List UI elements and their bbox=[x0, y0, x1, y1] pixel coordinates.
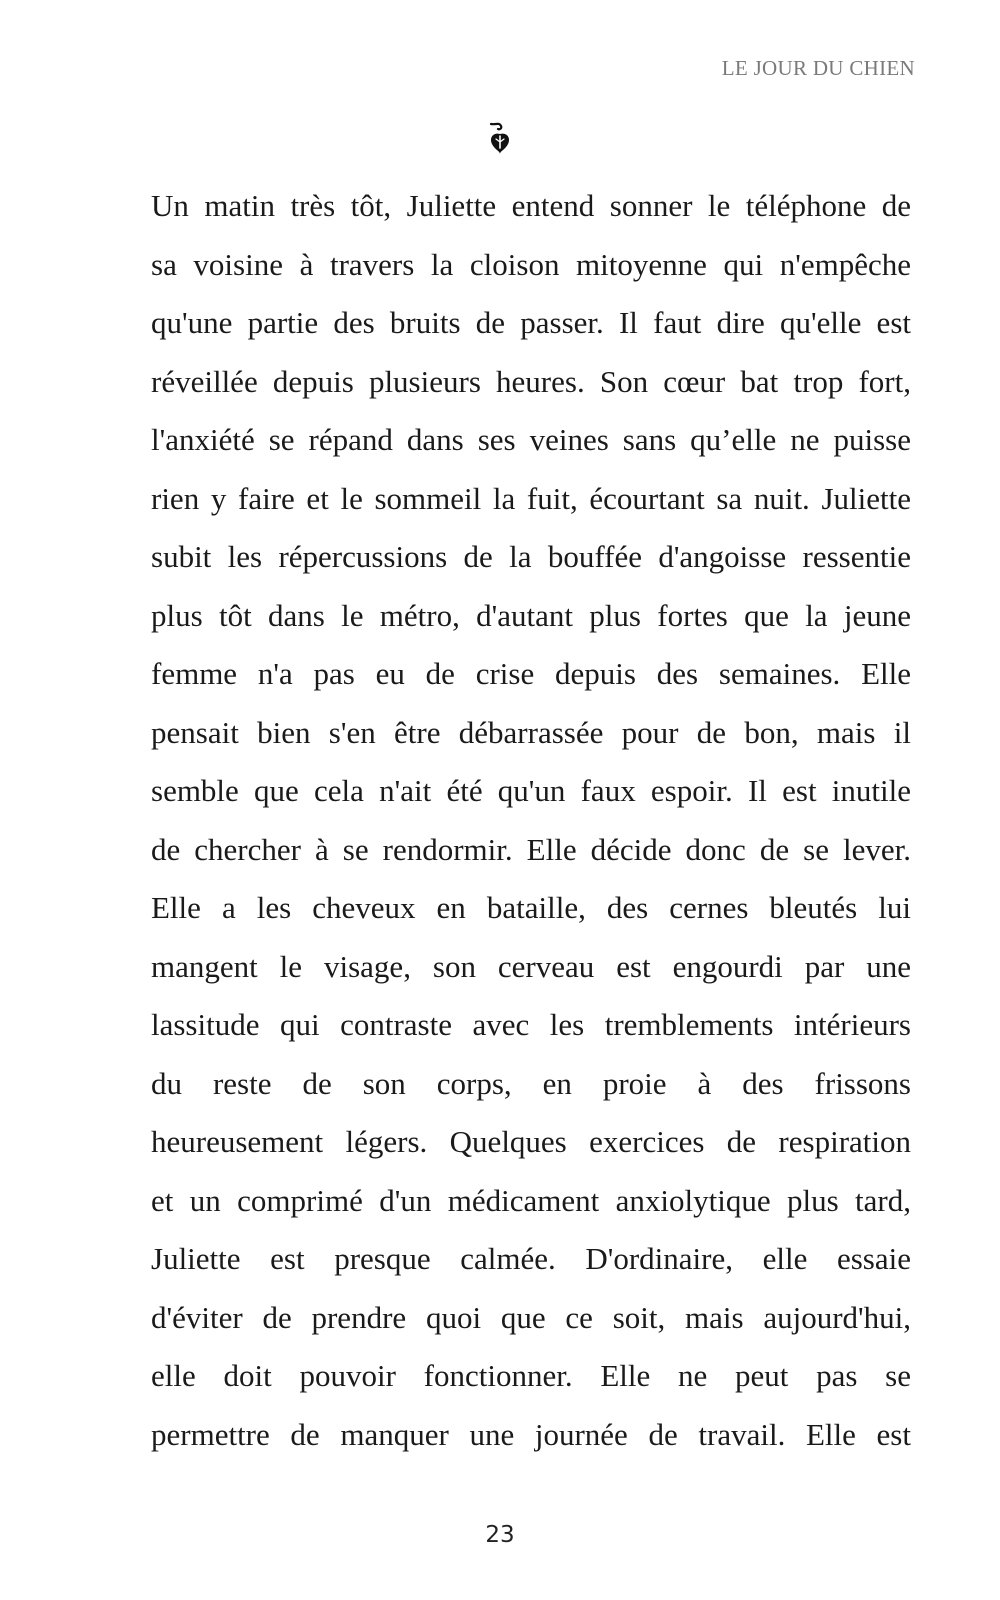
text-line: elle doit pouvoir fonctionner. Elle ne peut pas se bbox=[151, 1358, 911, 1393]
text-line: réveillée depuis plusieurs heures. Son cœur bat trop fort, bbox=[151, 363, 911, 399]
text-line: Elle a les cheveux en bataille, des cernes bleutés lui bbox=[151, 890, 911, 925]
text-line: rien y faire et le sommeil la fuit, écourtant sa nuit. Juliette bbox=[151, 480, 911, 516]
text-line: Un matin très tôt, Juliette entend sonner le téléphone de bbox=[151, 188, 911, 223]
text-line: et un comprimé d'un médicament anxiolytique plus tard, bbox=[151, 1182, 911, 1218]
text-line: l'anxiété se répand dans ses veines sans qu’elle ne puisse bbox=[151, 422, 911, 457]
text-line: femme n'a pas eu de crise depuis des semaines. Elle bbox=[151, 656, 911, 691]
running-header-title: LE JOUR DU CHIEN bbox=[721, 56, 915, 80]
text-line: plus tôt dans le métro, d'autant plus fortes que la jeune bbox=[151, 597, 911, 633]
hedera-fleuron-icon bbox=[487, 120, 513, 156]
text-line: Juliette est presque calmée. D'ordinaire, elle essaie bbox=[151, 1241, 911, 1276]
text-line: pensait bien s'en être débarrassée pour de bon, mais il bbox=[151, 714, 911, 750]
text-line: heureusement légers. Quelques exercices de respiration bbox=[151, 1124, 911, 1159]
text-line: subit les répercussions de la bouffée d'angoisse ressentie bbox=[151, 539, 911, 574]
text-line: sa voisine à travers la cloison mitoyenne qui n'empêche bbox=[151, 246, 911, 282]
text-line: de chercher à se rendormir. Elle décide donc de se lever. bbox=[151, 831, 911, 867]
ornament bbox=[0, 120, 1000, 161]
text-line: permettre de manquer une journée de travail. Elle est bbox=[151, 1416, 911, 1452]
page-number: 23 bbox=[485, 1522, 515, 1548]
text-line: qu'une partie des bruits de passer. Il faut dire qu'elle est bbox=[151, 305, 911, 340]
text-line: mangent le visage, son cerveau est engourdi par une bbox=[151, 948, 911, 984]
body-paragraph bbox=[151, 177, 911, 1464]
text-line: lassitude qui contraste avec les tremblements intérieurs bbox=[151, 1007, 911, 1042]
text-line: d'éviter de prendre quoi que ce soit, mais aujourd'hui, bbox=[151, 1299, 911, 1335]
text-line: semble que cela n'ait été qu'un faux espoir. Il est inutile bbox=[151, 773, 911, 808]
text-line: du reste de son corps, en proie à des frissons bbox=[151, 1065, 911, 1101]
